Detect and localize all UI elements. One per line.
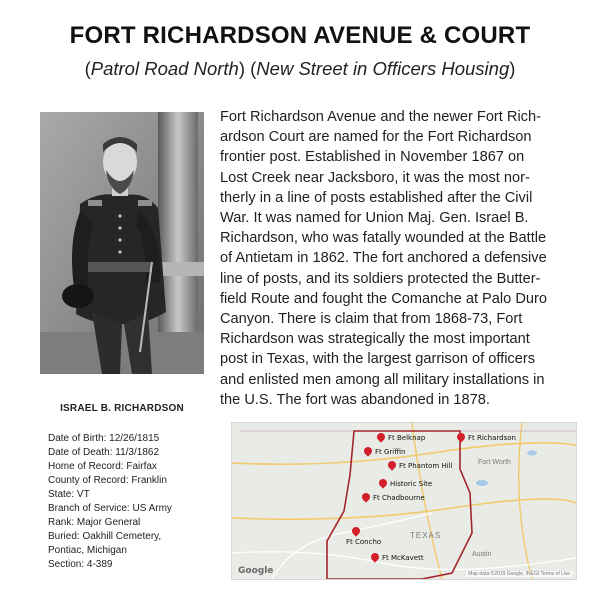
paragraph-line: post in Texas, with the largest garrison of officers — [220, 351, 536, 368]
page-subtitle — [0, 58, 600, 80]
city-fort-worth: Fort Worth — [478, 459, 511, 466]
paragraph-line: Lost Creek near Jacksboro, it was the most nor- — [220, 169, 530, 186]
state-label-texas: TEXAS — [410, 531, 442, 540]
subtitle-open: ( — [84, 58, 91, 79]
fact-buried-location: Pontiac, Michigan — [48, 545, 127, 556]
fact-rank: Rank: Major General — [48, 517, 141, 528]
fact-section: Section: 4-389 — [48, 559, 113, 570]
paragraph-line: of Antietam in 1862. The fort anchored a defensive — [220, 250, 547, 267]
paragraph-line: the U.S. The fort was abandoned in 1878. — [220, 391, 490, 408]
subtitle-close: ) — [509, 58, 516, 79]
portrait-caption: ISRAEL B. RICHARDSON — [60, 403, 184, 414]
paragraph-line: ardson Court are named for the Fort Richardson — [220, 129, 532, 146]
paragraph-line: line of posts, and its soldiers protected the Butter- — [220, 270, 541, 287]
subtitle-mid: ) ( — [238, 58, 257, 79]
marker-historic-site[interactable]: Historic Site — [390, 480, 433, 488]
paragraph-line: War. It was named for Union Maj. Gen. Israel B. — [220, 210, 529, 227]
fact-branch: Branch of Service: US Army — [48, 503, 172, 514]
paragraph-line: Fort Richardson Avenue and the newer Fort Rich- — [220, 109, 541, 125]
fact-date-of-death: Date of Death: 11/3/1862 — [48, 447, 160, 458]
paragraph-line: Richardson was strategically the most important — [220, 331, 530, 348]
paragraph-line: Canyon. There is claim that from 1868-73, Fort — [220, 311, 523, 328]
marker-ft-mckavett[interactable]: Ft McKavett — [382, 554, 424, 562]
fact-home-of-record: Home of Record: Fairfax — [48, 461, 157, 472]
paragraph-line: Richardson, who was fatally wounded at the Battle — [220, 230, 547, 247]
marker-ft-belknap[interactable]: Ft Belknap — [388, 434, 426, 442]
marker-ft-chadbourne[interactable]: Ft Chadbourne — [373, 494, 425, 502]
marker-ft-griffin[interactable]: Ft Griffin — [375, 448, 406, 456]
portrait-illustration — [40, 112, 204, 374]
marker-ft-richardson[interactable]: Ft Richardson — [468, 434, 516, 442]
marker-ft-concho[interactable]: Ft Concho — [346, 538, 382, 546]
paragraph-line: and enlisted men among all military installations in — [220, 371, 545, 388]
biographical-facts — [48, 432, 218, 572]
subtitle-officers-housing: New Street in Officers Housing — [256, 58, 510, 79]
forts-map[interactable] — [231, 422, 577, 580]
marker-ft-phantom-hill[interactable]: Ft Phantom Hill — [399, 462, 453, 470]
paragraph-line: field Route and fought the Comanche at Palo Duro — [220, 290, 547, 307]
portrait-photo — [40, 112, 204, 374]
paragraph-line: frontier post. Established in November 1867 on — [220, 149, 525, 166]
paragraph-line: therly in a line of posts established after the Civil — [220, 189, 533, 206]
google-logo: Google — [238, 566, 274, 576]
subtitle-patrol-road: Patrol Road North — [90, 58, 239, 79]
fact-state: State: VT — [48, 489, 90, 500]
fact-county-of-record: County of Record: Franklin — [48, 475, 167, 486]
fact-buried: Buried: Oakhill Cemetery, — [48, 531, 162, 542]
page-title: FORT RICHARDSON AVENUE & COURT — [69, 22, 531, 49]
fact-date-of-birth: Date of Birth: 12/26/1815 — [48, 433, 160, 444]
history-paragraph — [220, 107, 560, 410]
map-attribution[interactable]: Map data ©2019 Google, INEGI Terms of Use — [468, 571, 570, 577]
city-austin: Austin — [472, 551, 492, 558]
